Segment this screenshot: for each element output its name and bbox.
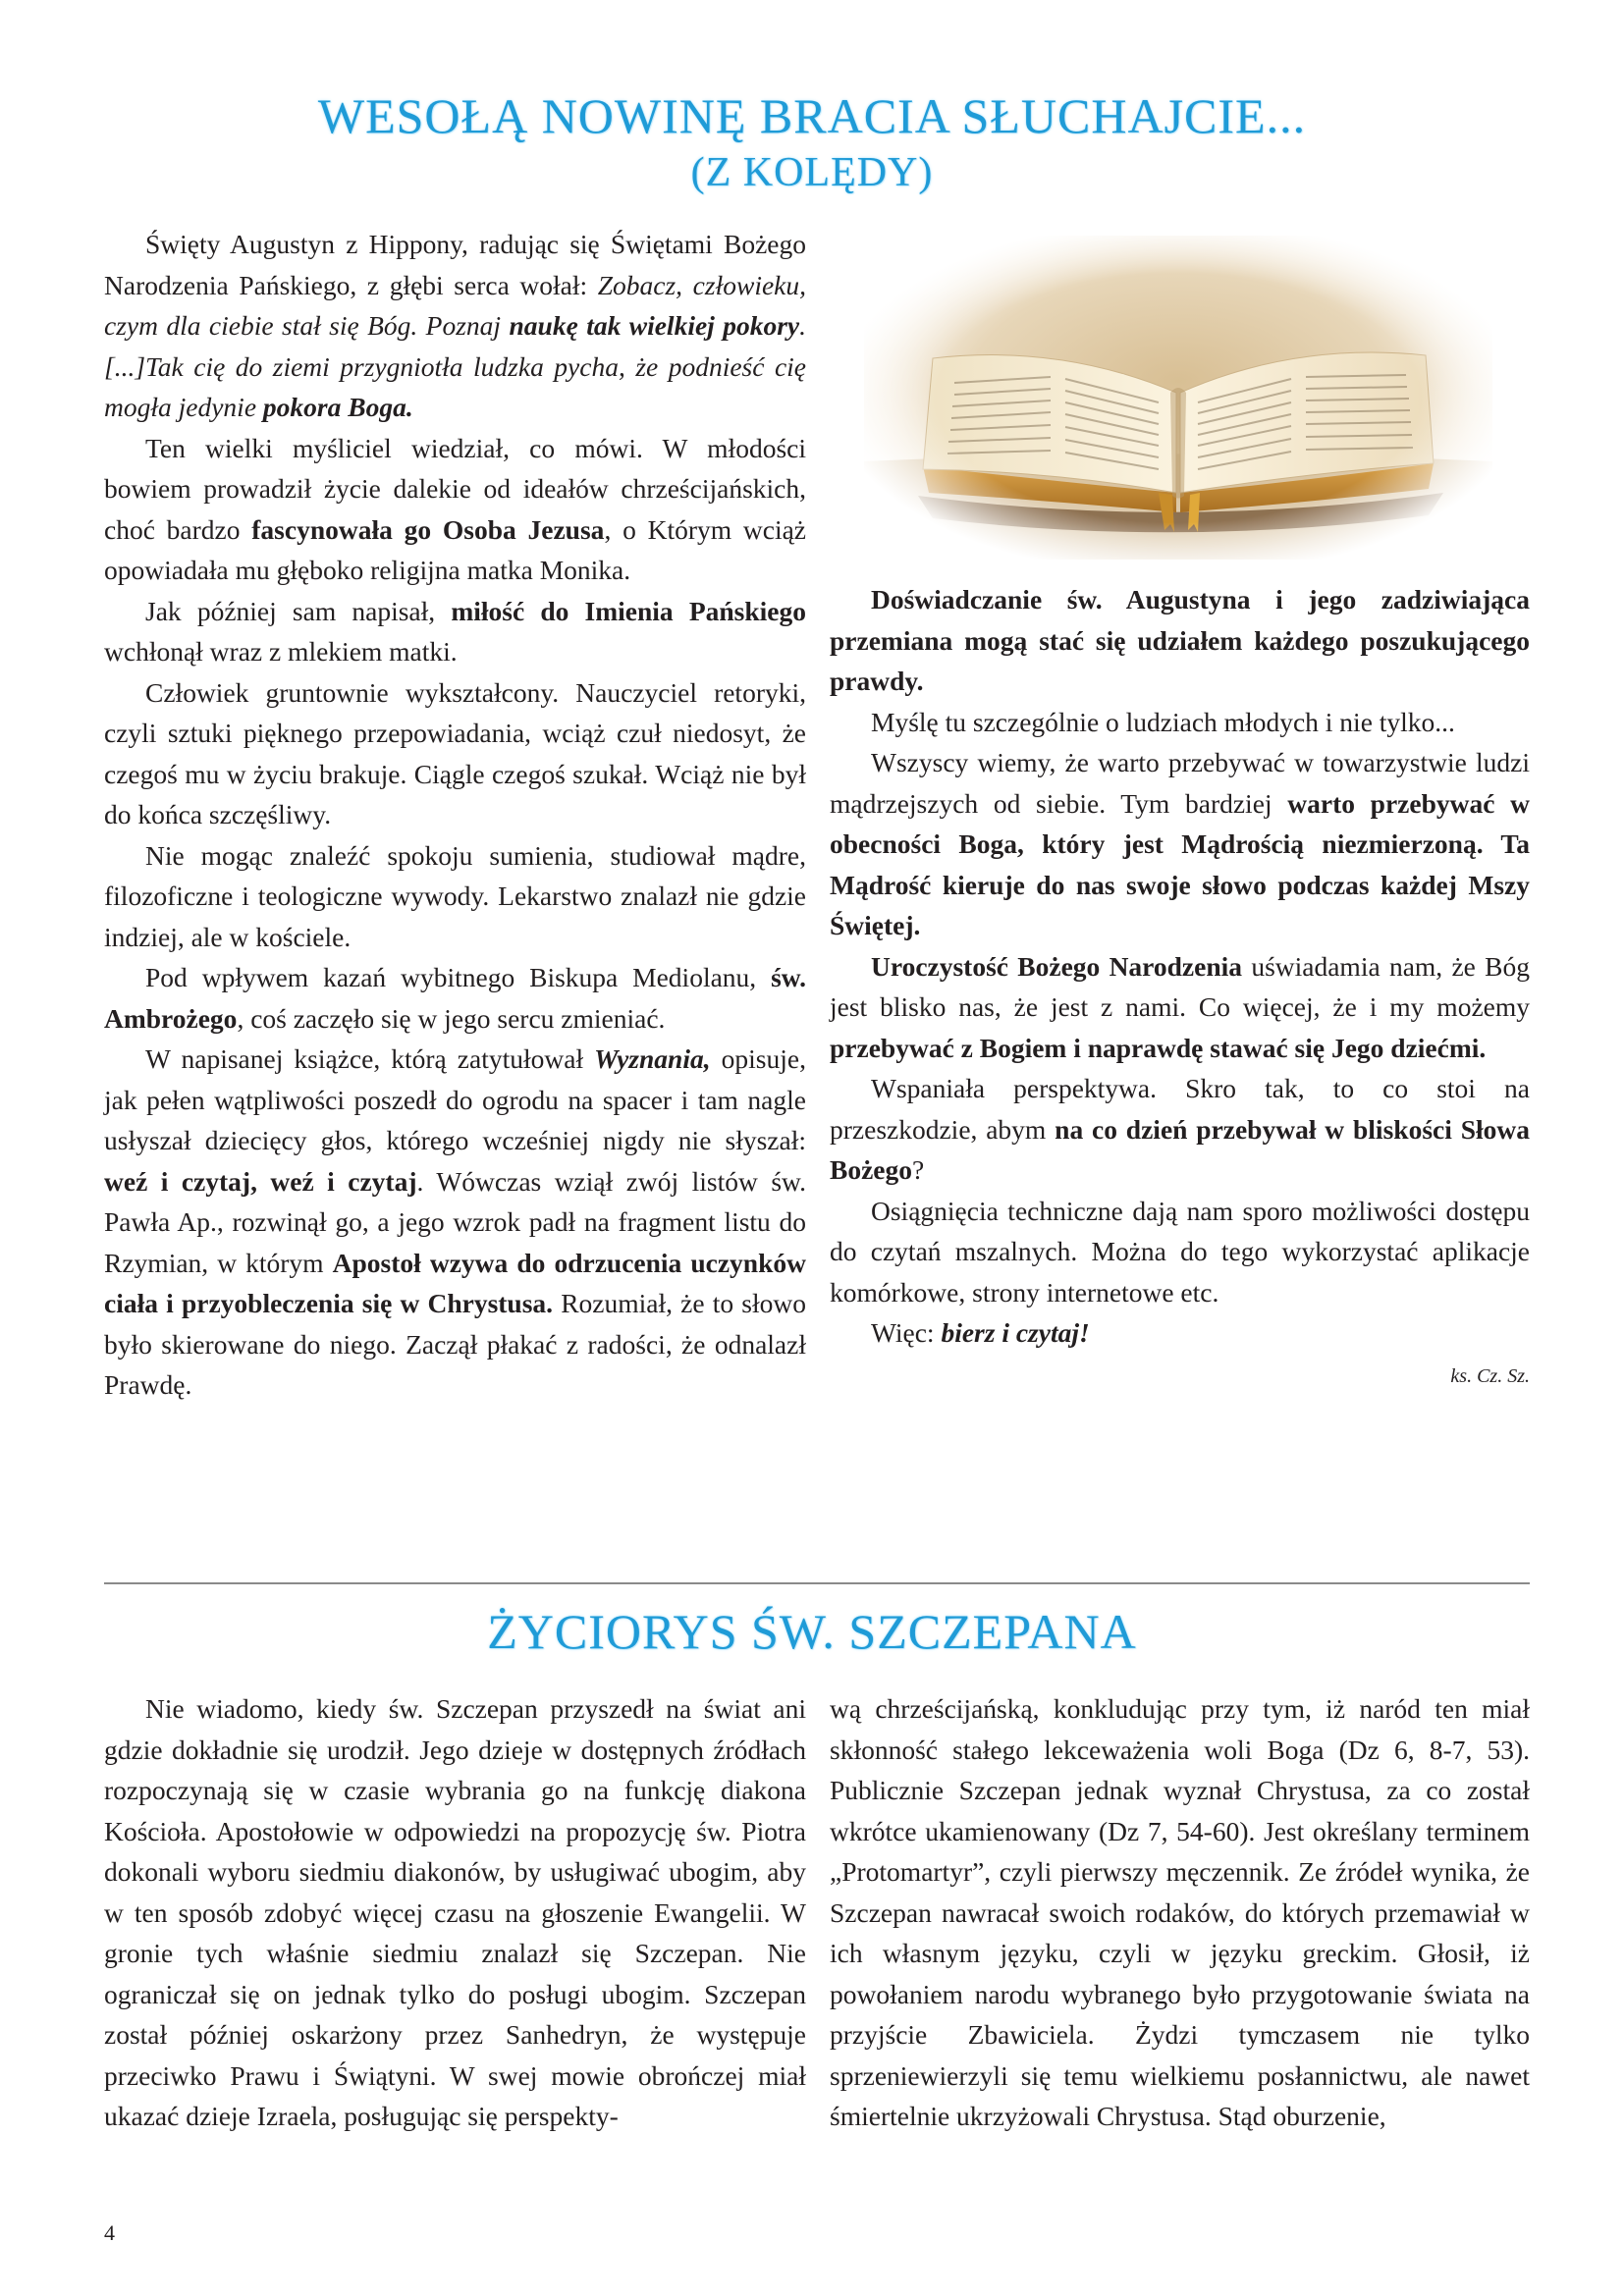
article2-column-left [104, 1688, 806, 2137]
paragraph: Więc: bierz i czytaj! [871, 1317, 1090, 1348]
paragraph: Człowiek gruntownie wykształcony. Nauczyciel retoryki, czyli sztuki pięknego przepowiadania, wciąż czuł niedosyt, że czegoś mu w życiu brakuje. Ciągle czegoś szukał. Wciąż nie był do końca szczęśliwy. [104, 676, 806, 829]
author-signature: ks. Cz. Sz. [1450, 1364, 1530, 1387]
paragraph: Ten wielki myśliciel wiedział, co mówi. W młodości bowiem prowadził życie dalekie od ideałów chrześcijańskich, choć bardzo fascynowała go Osoba Jezusa, o Którym wciąż opowiadała mu głęboko religijna matka Monika. [104, 432, 807, 585]
paragraph: W napisanej książce, którą zatytułował Wyznania, opisuje, jak pełen wątpliwości poszedł do ogrodu na spacer i tam nagle usłyszał dziecięcy głos, którego wcześniej nigdy nie słyszał: weź i czytaj, weź i czytaj. Wówczas wziął zwój listów św. Pawła Ap., rozwinął go, a jego wzrok padł na fragment listu do Rzymian, w którym Apostoł wzywa do odrzucenia uczynków ciała i przyobleczenia się w Chrystusa. Rozumiał, że to słowo było skierowane do niego. Zaczął płakać z radości, że odnalazł Prawdę. [104, 1043, 806, 1400]
article1-column-left [104, 224, 806, 1406]
paragraph: Nie wiadomo, kiedy św. Szczepan przyszedł na świat ani gdzie dokładnie się urodził. Jego dzieje w dostępnych źródłach rozpoczynają się w czasie wybrania go na funkcję diakona Kościoła. Apostołowie w odpowiedzi na propozycję św. Piotra dokonali wyboru siedmiu diakonów, by usługiwać ubogim, aby w ten sposób zdobyć więcej czasu na głoszenie Ewangelii. W gronie tych właśnie siedmiu znalazł się Szczepan. Nie ograniczał się on jednak tylko do posługi ubogim. Szczepan został później oskarżony przez Sanhedryn, że występuje przeciwko Prawu i Świątyni. W swej mowie obrończej miał ukazać dzieje Izraela, posługując się perspekty- [104, 1693, 806, 2131]
paragraph: Wszyscy wiemy, że warto przebywać w towarzystwie ludzi mądrzejszych od siebie. Tym bardziej warto przebywać w obecności Boga, który jest Mądrością niezmierzoną. Ta Mądrość kieruje do nas swoje słowo podczas każdej Mszy Świętej. [830, 747, 1530, 940]
open-bible-image [864, 236, 1492, 560]
article1-column-right [830, 579, 1530, 1391]
section-divider [104, 1582, 1530, 1584]
paragraph: Doświadczanie św. Augustyna i jego zadziwiająca przemiana mogą stać się udziałem każdego poszukującego prawdy. [830, 584, 1530, 696]
paragraph: Nie mogąc znaleźć spokoju sumienia, studiował mądre, filozoficzne i teologiczne wywody. Lekarstwo znalazł nie gdzie indziej, ale w kościele. [104, 839, 806, 952]
paragraph: Uroczystość Bożego Narodzenia uświadamia nam, że Bóg jest blisko nas, że jest z nami. Co więcej, że i my możemy przebywać z Bogiem i naprawdę stawać się Jego dziećmi. [830, 950, 1530, 1063]
paragraph: Pod wpływem kazań wybitnego Biskupa Mediolanu, św. Ambrożego, coś zaczęło się w jego sercu zmieniać. [104, 962, 806, 1034]
paragraph: Myślę tu szczególnie o ludziach młodych i nie tylko... [871, 706, 1455, 737]
paragraph: Osiągnięcia techniczne dają nam sporo możliwości dostępu do czytań mszalnych. Można do tego wykorzystać aplikacje komórkowe, strony internetowe etc. [830, 1195, 1530, 1308]
paragraph: Święty Augustyn z Hippony, radując się Świętami Bożego Narodzenia Pańskiego, z głębi serca wołał: Zobacz, człowieku, czym dla ciebie stał się Bóg. Poznaj naukę tak wielkiej pokory. [...]Tak cię do ziemi przygniotła ludzka pycha, że podnieść cię mogła jedynie pokora Boga. [104, 229, 806, 422]
paragraph: Wspaniała perspektywa. Skro tak, to co stoi na przeszkodzie, abym na co dzień przebywał w bliskości Słowa Bożego? [830, 1073, 1530, 1185]
page-number: 4 [104, 2220, 115, 2245]
article2-column-right [830, 1688, 1530, 2137]
article-title: ŻYCIORYS ŚW. SZCZEPANA [487, 1604, 1137, 1659]
paragraph: Jak później sam napisał, miłość do Imienia Pańskiego wchłonął wraz z mlekiem matki. [104, 595, 807, 667]
paragraph: wą chrześcijańską, konkludując przy tym, iż naród ten miał skłonność stałego lekceważenia woli Boga (Dz 6, 8-7, 53). Publicznie Szczepan jednak wyznał Chrystusa, za co został wkrótce ukamienowany (Dz 7, 54-60). Jest określany terminem „Protomartyr”, czyli pierwszy męczennik. Ze źródeł wynika, że Szczepan nawracał swoich rodaków, do których przemawiał w ich własnym języku, czyli w języku greckim. Głosił, iż powołaniem narodu wybranego było przygotowanie świata na przyjście Zbawiciela. Żydzi tymczasem nie tylko sprzeniewierzyli się temu wielkiemu posłannictwu, ale nawet śmiertelnie ukrzyżowali Chrystusa. Stąd oburzenie, [830, 1693, 1530, 2131]
article-title: WESOŁĄ NOWINĘ BRACIA SŁUCHAJCIE... [317, 88, 1307, 143]
article-subtitle: (Z KOLĘDY) [690, 150, 934, 195]
